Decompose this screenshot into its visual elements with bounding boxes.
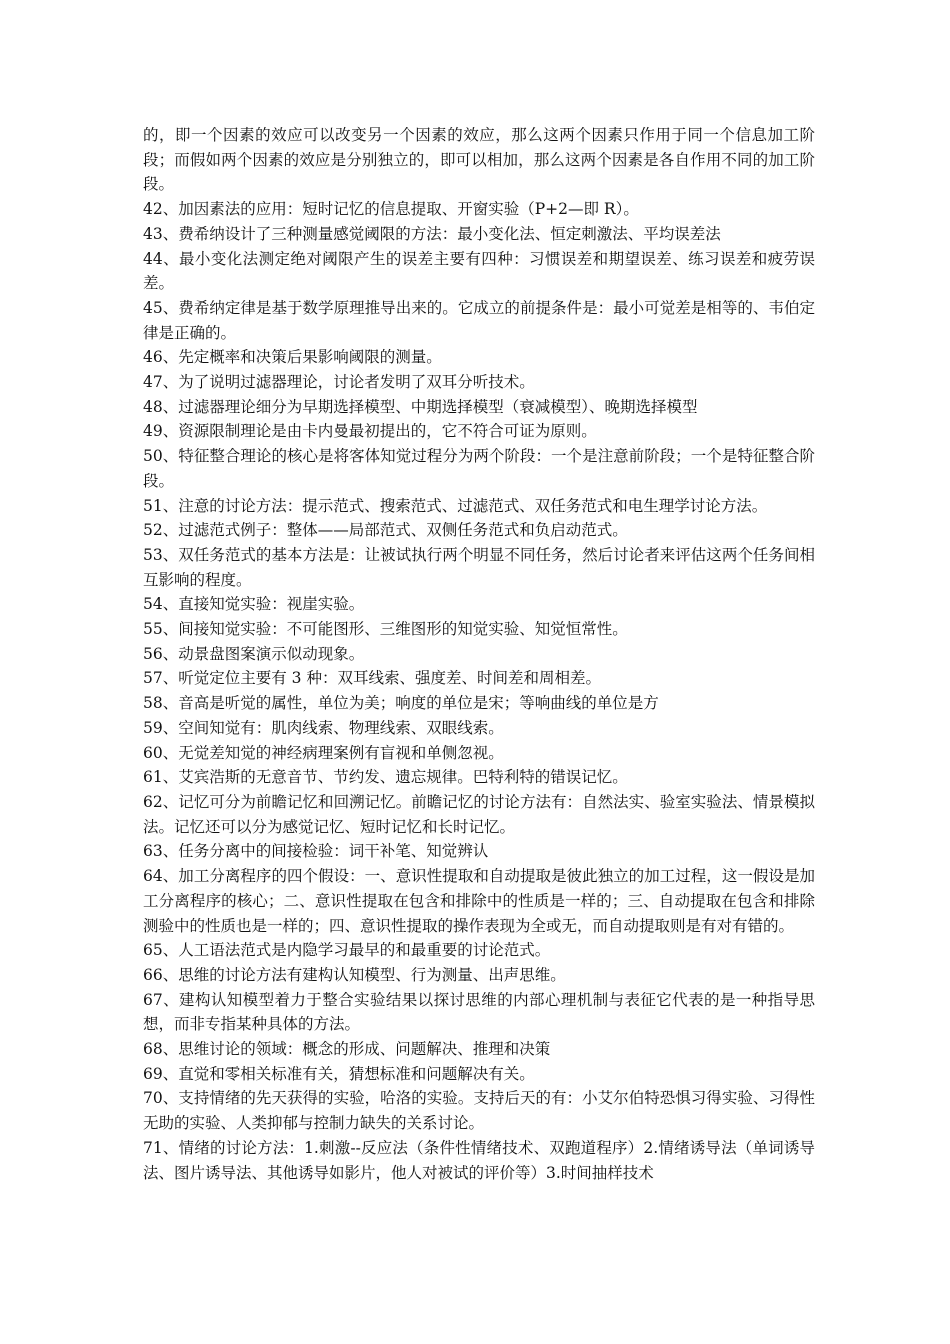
paragraph-item-65: 65、人工语法范式是内隐学习最早的和最重要的讨论范式。: [143, 941, 551, 960]
paragraph-continuation: 的，即一个因素的效应可以改变另一个因素的效应，那么这两个因素只作用于同一个信息加工阶段；而假如两个因素的效应是分别独立的，即可以相加，那么这两个因素是各自作用不同的加工阶段。: [143, 126, 815, 194]
paragraph-item-47: 47、为了说明过滤器理论，讨论者发明了双耳分听技术。: [143, 373, 535, 392]
paragraph-item-63: 63、任务分离中的间接检验：词干补笔、知觉辨认: [143, 842, 489, 861]
paragraph-item-69: 69、直觉和零相关标准有关，猜想标准和问题解决有关。: [143, 1064, 535, 1083]
document-page: [143, 123, 815, 1185]
paragraph-item-64: 64、加工分离程序的四个假设：一、意识性提取和自动提取是彼此独立的加工过程，这一假设是加工分离程序的核心；二、意识性提取在包含和排除中的性质是一样的；三、自动提取在包含和排除测验中的性质也是一样的；四、意识性提取的操作表现为全或无，而自动提取则是有对有错的。: [143, 867, 815, 935]
paragraph-item-43: 43、费希纳设计了三种测量感觉阈限的方法：最小变化法、恒定刺激法、平均误差法: [143, 224, 721, 243]
paragraph-item-55: 55、间接知觉实验：不可能图形、三维图形的知觉实验、知觉恒常性。: [143, 620, 628, 639]
paragraph-item-62: 62、记忆可分为前瞻记忆和回溯记忆。前瞻记忆的讨论方法有：自然法实、验室实验法、情景模拟法。记忆还可以分为感觉记忆、短时记忆和长时记忆。: [143, 792, 815, 836]
paragraph-item-42: 42、加因素法的应用：短时记忆的信息提取、开窗实验（P+2—即 R）。: [143, 200, 639, 219]
paragraph-item-58: 58、音高是听觉的属性，单位为美；响度的单位是宋；等响曲线的单位是方: [143, 694, 659, 713]
paragraph-item-49: 49、资源限制理论是由卡内曼最初提出的，它不符合可证为原则。: [143, 422, 597, 441]
paragraph-item-70: 70、支持情绪的先天获得的实验，哈洛的实验。支持后天的有：小艾尔伯特恐惧习得实验、习得性无助的实验、人类抑郁与控制力缺失的关系讨论。: [143, 1089, 815, 1133]
paragraph-item-45: 45、费希纳定律是基于数学原理推导出来的。它成立的前提条件是：最小可觉差是相等的、韦伯定律是正确的。: [143, 298, 815, 342]
paragraph-item-44: 44、最小变化法测定绝对阈限产生的误差主要有四种：习惯误差和期望误差、练习误差和疲劳误差。: [143, 249, 815, 293]
paragraph-item-60: 60、无觉差知觉的神经病理案例有盲视和单侧忽视。: [143, 743, 504, 762]
paragraph-item-54: 54、直接知觉实验：视崖实验。: [143, 595, 365, 614]
paragraph-item-59: 59、空间知觉有：肌肉线索、物理线索、双眼线索。: [143, 718, 504, 737]
paragraph-item-53: 53、双任务范式的基本方法是：让被试执行两个明显不同任务，然后讨论者来评估这两个任务间相互影响的程度。: [143, 545, 815, 589]
paragraph-item-56: 56、动景盘图案演示似动现象。: [143, 644, 365, 663]
paragraph-item-71: 71、情绪的讨论方法：1.刺激--反应法（条件性情绪技术、双跑道程序）2.情绪诱导法（单词诱导法、图片诱导法、其他诱导如影片，他人对被试的评价等）3.时间抽样技术: [143, 1138, 815, 1182]
paragraph-item-48: 48、过滤器理论细分为早期选择模型、中期选择模型（衰减模型）、晚期选择模型: [143, 397, 698, 416]
paragraph-item-51: 51、注意的讨论方法：提示范式、搜索范式、过滤范式、双任务范式和电生理学讨论方法。: [143, 496, 768, 515]
paragraph-item-46: 46、先定概率和决策后果影响阈限的测量。: [143, 348, 442, 367]
paragraph-item-52: 52、过滤范式例子：整体——局部范式、双侧任务范式和负启动范式。: [143, 521, 628, 540]
paragraph-item-50: 50、特征整合理论的核心是将客体知觉过程分为两个阶段：一个是注意前阶段；一个是特征整合阶段。: [143, 447, 815, 490]
paragraph-item-67: 67、建构认知模型着力于整合实验结果以探讨思维的内部心理机制与表征它代表的是一种指导思想，而非专指某种具体的方法。: [143, 990, 815, 1034]
paragraph-item-68: 68、思维讨论的领域：概念的形成、问题解决、推理和决策: [143, 1040, 551, 1059]
paragraph-item-61: 61、艾宾浩斯的无意音节、节约发、遗忘规律。巴特利特的错误记忆。: [143, 768, 628, 787]
paragraph-item-57: 57、听觉定位主要有 3 种：双耳线索、强度差、时间差和周相差。: [143, 669, 601, 688]
paragraph-item-66: 66、思维的讨论方法有建构认知模型、行为测量、出声思维。: [143, 965, 566, 984]
